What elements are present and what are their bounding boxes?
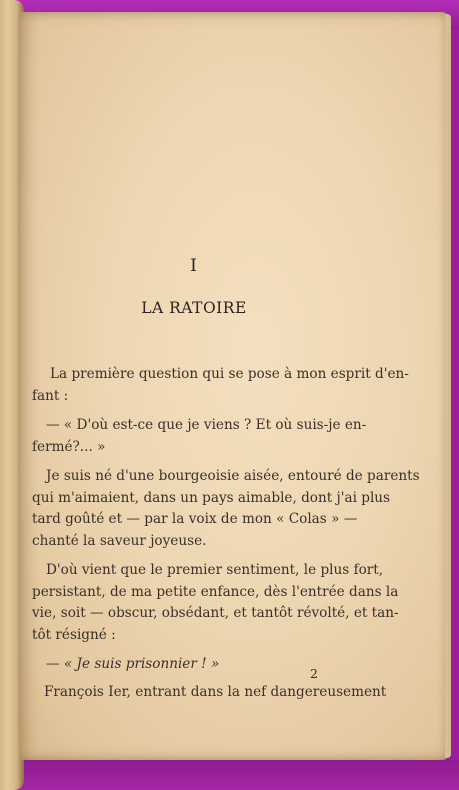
text-line: — « D'où est-ce que je viens ? Et où suis-je en- <box>46 417 367 433</box>
text-line: fant : <box>32 387 69 404</box>
text-line: persistant, de ma petite enfance, dès l'entrée dans la <box>32 583 399 600</box>
text-line: Je suis né d'une bourgeoisie aisée, entouré de parents <box>46 468 420 484</box>
paragraph-6 <box>32 682 387 704</box>
background-bottom <box>0 760 459 790</box>
book-page <box>20 12 448 760</box>
paragraph-4 <box>32 560 399 646</box>
body-text <box>32 364 420 703</box>
text-line: La première question qui se pose à mon esprit d'en- <box>50 366 409 382</box>
text-line: chanté la saveur joyeuse. <box>32 532 207 549</box>
text-line: François Ier, entrant dans la nef dangereusement <box>44 683 387 700</box>
text-line: — « Je suis prisonnier ! » <box>46 656 220 672</box>
text-line: D'où vient que le premier sentiment, le plus fort, <box>46 562 384 578</box>
text-line: tôt résigné : <box>32 626 116 643</box>
page-stack-edge <box>445 14 451 758</box>
text-line: tard goûté et — par la voix de mon « Colas » — <box>32 511 358 527</box>
text-line: vie, soit — obscur, obsédant, et tantôt révolté, et tan- <box>32 605 399 621</box>
page-number: 2 <box>310 666 318 681</box>
text-line: fermé?... » <box>32 438 106 455</box>
paragraph-2 <box>32 415 367 458</box>
chapter-title: LA RATOIRE <box>141 299 247 317</box>
paragraph-1 <box>32 364 409 407</box>
paragraph-3 <box>32 466 420 552</box>
paragraph-5 <box>32 654 346 676</box>
text-line: qui m'aimaient, dans un pays aimable, dont j'ai plus <box>32 489 391 506</box>
chapter-number: I <box>190 256 198 276</box>
